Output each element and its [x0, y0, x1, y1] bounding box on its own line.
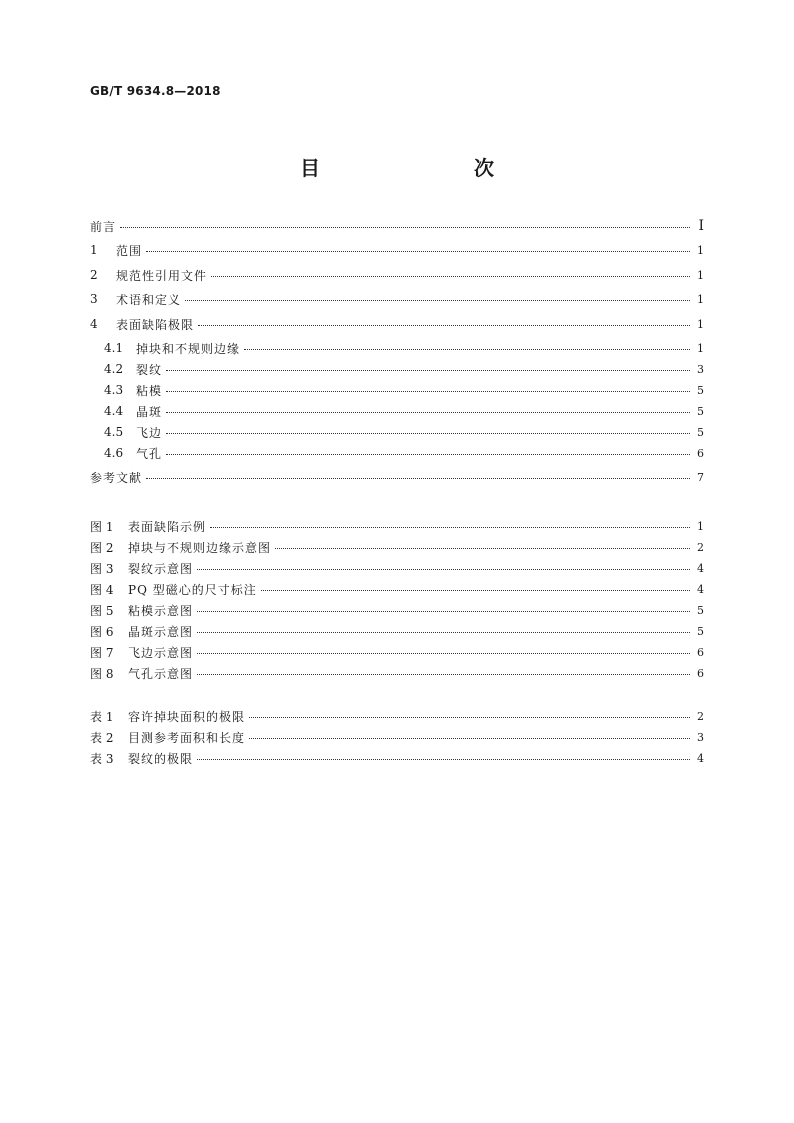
leader-dots	[146, 477, 690, 479]
leader-dots	[166, 369, 690, 371]
figure-number: 图 5	[90, 603, 114, 618]
toc-page: 1	[697, 292, 704, 306]
leader-dots	[261, 589, 690, 591]
table-number: 表 3	[90, 751, 114, 766]
toc-page: 3	[697, 362, 704, 376]
figure-label: 粘模示意图	[128, 603, 194, 618]
toc-number: 4.6	[104, 446, 124, 460]
toc-figure-7[interactable]	[90, 644, 704, 660]
toc-number: 4.4	[104, 404, 124, 418]
toc-entry-terms[interactable]	[90, 291, 704, 307]
toc-number: 3	[90, 292, 98, 306]
toc-page: 5	[697, 383, 704, 397]
toc-page: 6	[697, 446, 704, 460]
figure-page: 4	[697, 561, 704, 575]
leader-dots	[166, 453, 690, 455]
leader-dots	[198, 324, 690, 326]
figure-number: 图 4	[90, 582, 114, 597]
toc-page: 5	[697, 425, 704, 439]
leader-dots	[120, 226, 690, 228]
toc-number: 4	[90, 317, 98, 331]
toc-label: 术语和定义	[116, 292, 182, 307]
table-label: 目测参考面积和长度	[128, 730, 246, 745]
figure-page: 5	[697, 603, 704, 617]
toc-figure-8[interactable]	[90, 665, 704, 681]
toc-number: 4.5	[104, 425, 124, 439]
toc-label: 规范性引用文件	[116, 268, 208, 283]
standard-code: GB/T 9634.8—2018	[90, 84, 221, 98]
figure-label: 飞边示意图	[128, 645, 194, 660]
toc-entry-bibliography[interactable]	[90, 469, 704, 485]
figure-page: 4	[697, 582, 704, 596]
toc-label: 表面缺陷极限	[116, 317, 195, 332]
toc-label: 飞边	[136, 425, 163, 440]
toc-figure-3[interactable]	[90, 560, 704, 576]
toc-number: 4.3	[104, 383, 124, 397]
toc-page: 1	[697, 243, 704, 257]
toc-label: 裂纹	[136, 362, 163, 377]
toc-figure-5[interactable]	[90, 602, 704, 618]
figure-label: 裂纹示意图	[128, 561, 194, 576]
toc-number: 4.1	[104, 341, 124, 355]
toc-entry-4-2[interactable]	[90, 361, 704, 377]
figure-number: 图 8	[90, 666, 114, 681]
leader-dots	[275, 547, 690, 549]
toc-label: 参考文献	[90, 470, 143, 485]
toc-number: 4.2	[104, 362, 124, 376]
figure-number: 图 3	[90, 561, 114, 576]
table-number: 表 2	[90, 730, 114, 745]
table-page: 2	[697, 709, 704, 723]
toc-figure-2[interactable]	[90, 539, 704, 555]
toc-page: 7	[697, 470, 704, 484]
leader-dots	[244, 348, 690, 350]
table-page: 4	[697, 751, 704, 765]
toc-label: 范围	[116, 243, 143, 258]
table-label: 裂纹的极限	[128, 751, 194, 766]
figure-page: 6	[697, 645, 704, 659]
figure-label: 表面缺陷示例	[128, 519, 207, 534]
toc-entry-4-3[interactable]	[90, 382, 704, 398]
toc-number: 2	[90, 268, 98, 282]
table-page: 3	[697, 730, 704, 744]
figure-label: 气孔示意图	[128, 666, 194, 681]
toc-entry-4-6[interactable]	[90, 445, 704, 461]
figure-label: PQ 型磁心的尺寸标注	[128, 582, 257, 597]
leader-dots	[197, 758, 690, 760]
toc-entry-foreword[interactable]	[90, 218, 704, 234]
leader-dots	[197, 673, 690, 675]
toc-figure-4[interactable]	[90, 581, 704, 597]
figure-label: 晶斑示意图	[128, 624, 194, 639]
leader-dots	[210, 526, 690, 528]
toc-label: 气孔	[136, 446, 163, 461]
toc-entry-scope[interactable]	[90, 242, 704, 258]
leader-dots	[249, 737, 690, 739]
toc-entry-4-4[interactable]	[90, 403, 704, 419]
leader-dots	[197, 610, 690, 612]
toc-page: 1	[697, 268, 704, 282]
leader-dots	[166, 411, 690, 413]
toc-table-2[interactable]	[90, 729, 704, 745]
toc-label: 粘模	[136, 383, 163, 398]
leader-dots	[185, 299, 690, 301]
figure-number: 图 2	[90, 540, 114, 555]
toc-table-3[interactable]	[90, 750, 704, 766]
toc-label: 掉块和不规则边缘	[136, 341, 241, 356]
toc-entry-4-5[interactable]	[90, 424, 704, 440]
leader-dots	[197, 652, 690, 654]
toc-entry-normative-references[interactable]	[90, 267, 704, 283]
leader-dots	[197, 631, 690, 633]
toc-figure-1[interactable]	[90, 518, 704, 534]
toc-label: 前言	[90, 219, 117, 234]
leader-dots	[197, 568, 690, 570]
toc-page: 5	[697, 404, 704, 418]
toc-page: 1	[697, 341, 704, 355]
figure-number: 图 6	[90, 624, 114, 639]
table-label: 容许掉块面积的极限	[128, 709, 246, 724]
toc-page: 1	[697, 317, 704, 331]
figure-number: 图 1	[90, 519, 114, 534]
table-number: 表 1	[90, 709, 114, 724]
figure-number: 图 7	[90, 645, 114, 660]
leader-dots	[166, 432, 690, 434]
leader-dots	[146, 250, 690, 252]
leader-dots	[211, 275, 690, 277]
figure-page: 1	[697, 519, 704, 533]
toc-number: 1	[90, 243, 98, 257]
toc-entry-surface-defects[interactable]	[90, 316, 704, 332]
toc-table-1[interactable]	[90, 708, 704, 724]
page-title: 目 次	[300, 156, 532, 180]
toc-page: Ⅰ	[698, 218, 704, 234]
figure-label: 掉块与不规则边缘示意图	[128, 540, 272, 555]
figure-page: 5	[697, 624, 704, 638]
leader-dots	[166, 390, 690, 392]
leader-dots	[249, 716, 690, 718]
figure-page: 6	[697, 666, 704, 680]
toc-figure-6[interactable]	[90, 623, 704, 639]
toc-label: 晶斑	[136, 404, 163, 419]
toc-entry-4-1[interactable]	[90, 340, 704, 356]
figure-page: 2	[697, 540, 704, 554]
